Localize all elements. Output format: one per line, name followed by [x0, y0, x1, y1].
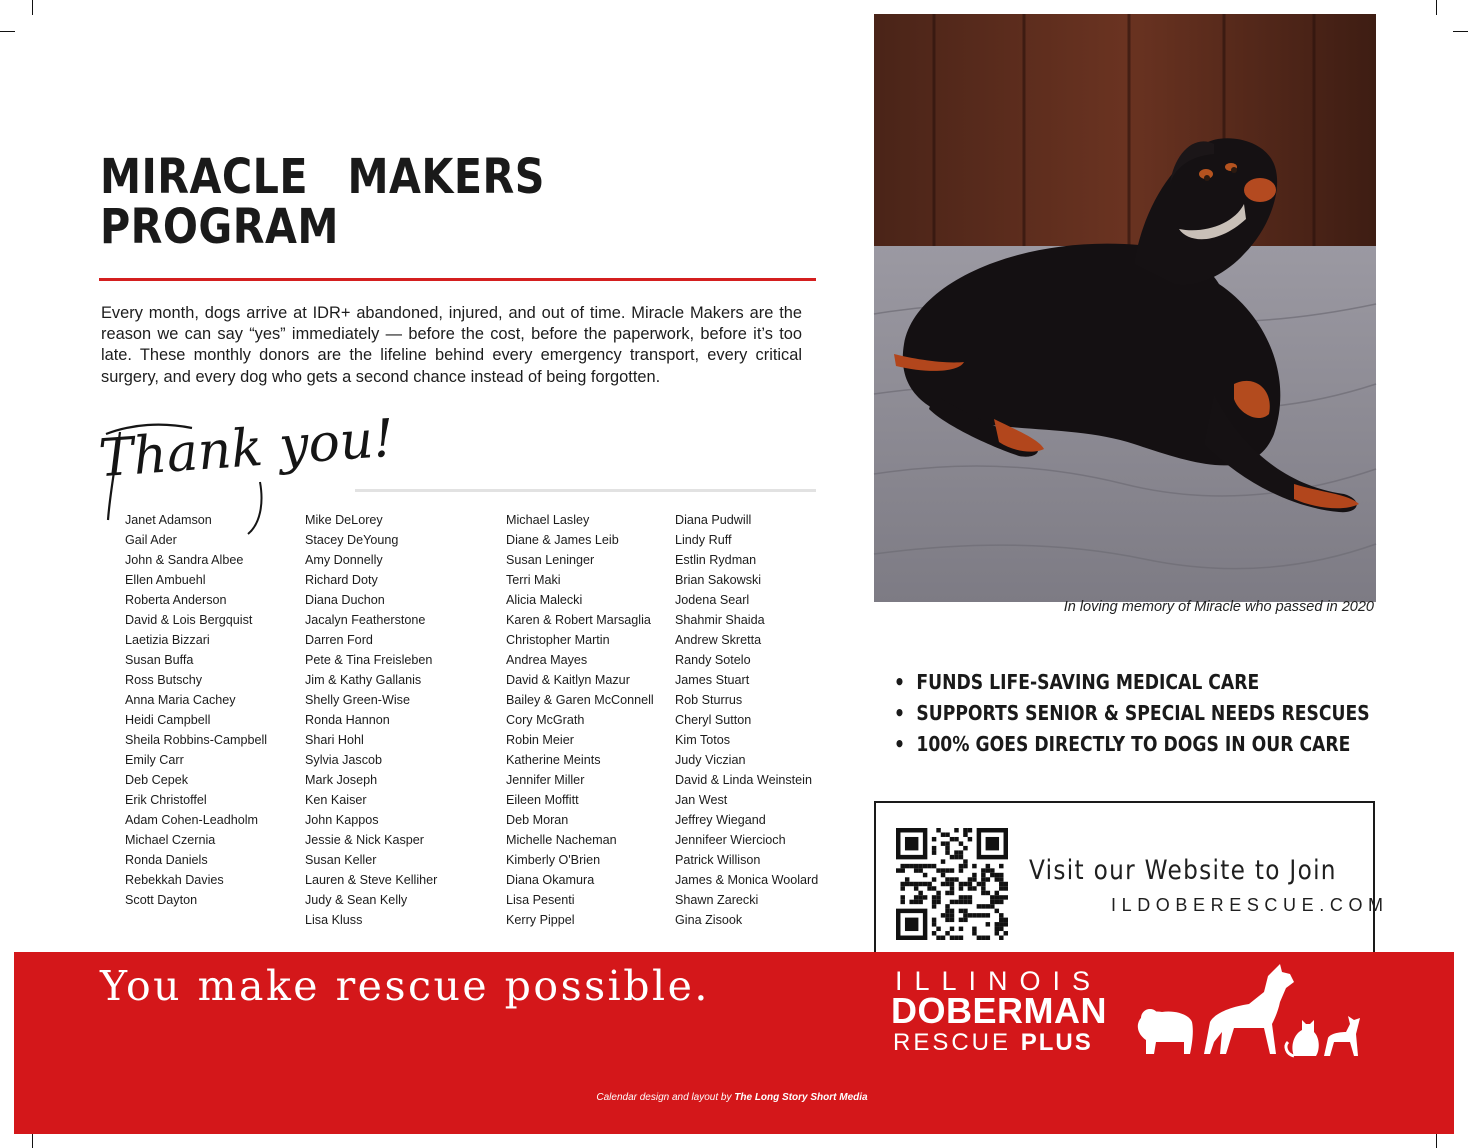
- donor-name: Andrew Skretta: [675, 633, 762, 647]
- crop-mark: [1436, 1133, 1437, 1148]
- donor-name: Alicia Malecki: [506, 593, 583, 607]
- crop-mark: [32, 0, 33, 15]
- website-link[interactable]: ILDOBERESCUE.COM: [1111, 895, 1389, 915]
- donor-name: Jan West: [675, 793, 728, 807]
- logo-doberman: DOBERMAN: [891, 990, 1107, 1031]
- photo-caption: In loving memory of Miracle who passed in 2020: [1063, 599, 1374, 615]
- title-word-miracle: MIRACLE: [100, 149, 308, 205]
- donor-name: Katherine Meints: [506, 753, 601, 767]
- donor-name: Kimberly O'Brien: [506, 853, 601, 867]
- donor-name: Brian Sakowski: [675, 573, 762, 587]
- donor-name: Sylvia Jascob: [305, 753, 382, 767]
- donor-name: Gail Ader: [125, 533, 177, 547]
- donor-name: Shawn Zarecki: [675, 893, 759, 907]
- crop-mark: [1453, 31, 1468, 32]
- donor-name: Emily Carr: [125, 753, 184, 767]
- join-heading: Visit our Website to Join: [1029, 855, 1337, 886]
- title-word-program: PROGRAM: [100, 199, 339, 255]
- qr-code-icon[interactable]: [896, 828, 1008, 940]
- donor-column-2: [305, 510, 437, 930]
- donor-name: Lauren & Steve Kelliher: [305, 873, 438, 887]
- donor-name: Anna Maria Cachey: [125, 693, 236, 707]
- donor-name: Jennifer Miller: [506, 773, 585, 787]
- donor-column-1: [125, 510, 267, 910]
- donor-name: Judy & Sean Kelly: [305, 893, 408, 907]
- donor-name: Jacalyn Featherstone: [305, 613, 426, 627]
- donor-name: Lindy Ruff: [675, 533, 732, 547]
- logo-plus: PLUS: [1020, 1029, 1093, 1056]
- donor-name: James & Monica Woolard: [675, 873, 819, 887]
- benefit-list: [894, 667, 1447, 760]
- donor-column-3: [506, 510, 654, 930]
- donor-name: Scott Dayton: [125, 893, 198, 907]
- donor-name: Ken Kaiser: [305, 793, 367, 807]
- donor-name: Judy Viczian: [675, 753, 746, 767]
- credit-name: The Long Story Short Media: [734, 1092, 868, 1103]
- donor-name: Ronda Daniels: [125, 853, 208, 867]
- intro-paragraph: Every month, dogs arrive at IDR+ abandoned, injured, and out of time. Miracle Makers are the reason we can say “yes” immediately — before the cost, before the paperwork, before it’s too late. These monthly donors are the lifeline behind every emergency transport, every critical surgery, and every dog who gets a second chance instead of being forgotten.: [101, 304, 802, 386]
- donor-name: Diana Pudwill: [675, 513, 752, 527]
- donor-name: Shahmir Shaida: [675, 613, 765, 627]
- title-divider: [99, 278, 816, 281]
- donor-name: Susan Buffa: [125, 653, 194, 667]
- donor-name: Bailey & Garen McConnell: [506, 693, 654, 707]
- crop-mark: [32, 1133, 33, 1148]
- donor-name: Stacey DeYoung: [305, 533, 399, 547]
- donor-name: Christopher Martin: [506, 633, 610, 647]
- donor-name: Eileen Moffitt: [506, 793, 579, 807]
- donor-name: Cheryl Sutton: [675, 713, 752, 727]
- donor-name: John Kappos: [305, 813, 379, 827]
- donor-name: Amy Donnelly: [305, 553, 383, 567]
- donor-name: Lisa Pesenti: [506, 893, 575, 907]
- miracle-dog-photo: [874, 14, 1376, 602]
- footer-slogan: You make rescue possible.: [100, 962, 710, 1010]
- donor-name: Adam Cohen-Leadholm: [125, 813, 259, 827]
- donor-name: David & Linda Weinstein: [675, 773, 812, 787]
- donor-name: David & Kaitlyn Mazur: [506, 673, 630, 687]
- donor-name: Laetizia Bizzari: [125, 633, 210, 647]
- donor-name: David & Lois Bergquist: [125, 613, 253, 627]
- donor-name: Lisa Kluss: [305, 913, 363, 927]
- donor-name: Deb Moran: [506, 813, 569, 827]
- benefit-item: • SUPPORTS SENIOR & SPECIAL NEEDS RESCUES: [894, 698, 1370, 729]
- logo-illinois: ILLINOIS: [895, 966, 1103, 996]
- donor-name: Jodena Searl: [675, 593, 750, 607]
- crop-mark: [1436, 0, 1437, 15]
- donor-name: Roberta Anderson: [125, 593, 227, 607]
- donor-name: Pete & Tina Freisleben: [305, 653, 433, 667]
- donor-name: Jeffrey Wiegand: [675, 813, 766, 827]
- donor-name: Sheila Robbins-Campbell: [125, 733, 268, 747]
- benefit-item: • 100% GOES DIRECTLY TO DOGS IN OUR CARE: [894, 729, 1370, 760]
- donor-column-4: [675, 510, 818, 930]
- donor-name: Cory McGrath: [506, 713, 585, 727]
- donor-name: Deb Cepek: [125, 773, 189, 787]
- donor-name: Karen & Robert Marsaglia: [506, 613, 651, 627]
- donor-name: Gina Zisook: [675, 913, 743, 927]
- title-word-makers: MAKERS: [347, 149, 545, 205]
- donor-name: Diana Duchon: [305, 593, 385, 607]
- page-title: [100, 149, 545, 255]
- donor-name: Susan Keller: [305, 853, 377, 867]
- donor-name: Andrea Mayes: [506, 653, 588, 667]
- donor-name: Shelly Green-Wise: [305, 693, 410, 707]
- thank-you-text: Thank you!: [96, 408, 397, 490]
- benefit-item: • FUNDS LIFE-SAVING MEDICAL CARE: [894, 667, 1370, 698]
- donor-name: Kim Totos: [675, 733, 731, 747]
- donor-name: Randy Sotelo: [675, 653, 751, 667]
- donor-name: Ronda Hannon: [305, 713, 390, 727]
- donor-name: Erik Christoffel: [125, 793, 207, 807]
- donor-name: Rebekkah Davies: [125, 873, 224, 887]
- donor-name: Michelle Nacheman: [506, 833, 617, 847]
- donor-name: Janet Adamson: [125, 513, 212, 527]
- donor-name: Michael Lasley: [506, 513, 590, 527]
- donor-name: Ross Butschy: [125, 673, 202, 687]
- donor-name: Mike DeLorey: [305, 513, 383, 527]
- donor-name: Kerry Pippel: [506, 913, 575, 927]
- donor-name: Michael Czernia: [125, 833, 216, 847]
- logo-rescue-plus: [893, 1029, 1093, 1057]
- logo-rescue: RESCUE: [893, 1029, 1012, 1056]
- credit-prefix: Calendar design and layout by: [596, 1092, 735, 1103]
- thanks-divider: [355, 489, 816, 492]
- donor-name: Diana Okamura: [506, 873, 595, 887]
- donor-name: Rob Sturrus: [675, 693, 743, 707]
- donor-name: Estlin Rydman: [675, 553, 757, 567]
- donor-name: Shari Hohl: [305, 733, 364, 747]
- donor-name: Jennifeer Wiercioch: [675, 833, 786, 847]
- donor-name: Darren Ford: [305, 633, 373, 647]
- donor-name: Susan Leninger: [506, 553, 595, 567]
- donor-name: Mark Joseph: [305, 773, 378, 787]
- donor-name: Jim & Kathy Gallanis: [305, 673, 422, 687]
- donor-name: Jessie & Nick Kasper: [305, 833, 424, 847]
- dog-silhouettes-icon: [1134, 962, 1364, 1062]
- design-credit: [0, 1092, 1466, 1103]
- donor-name: Richard Doty: [305, 573, 378, 587]
- donor-name: Terri Maki: [506, 573, 561, 587]
- donor-name: Heidi Campbell: [125, 713, 211, 727]
- crop-mark: [0, 31, 15, 32]
- donor-name: Ellen Ambuehl: [125, 573, 206, 587]
- donor-name: Patrick Willison: [675, 853, 761, 867]
- donor-name: James Stuart: [675, 673, 750, 687]
- donor-name: Diane & James Leib: [506, 533, 619, 547]
- donor-name: Robin Meier: [506, 733, 574, 747]
- donor-name: John & Sandra Albee: [125, 553, 244, 567]
